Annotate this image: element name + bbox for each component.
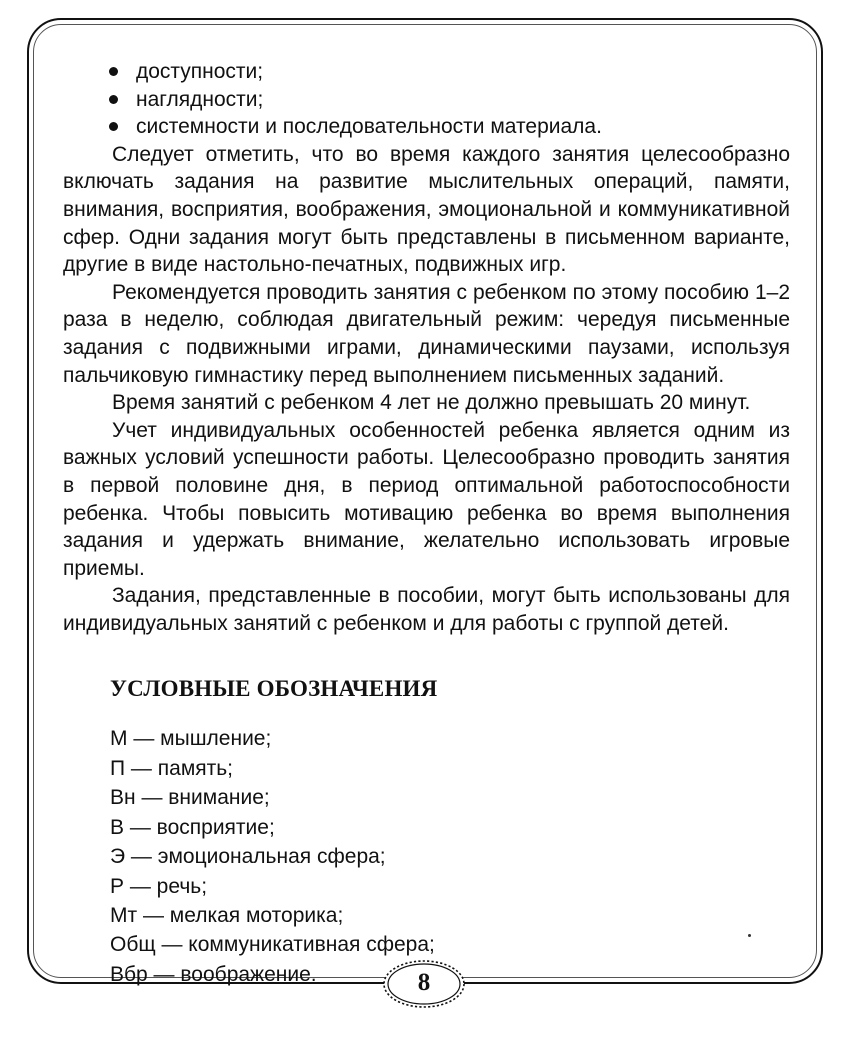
page-number-badge [381,958,467,1010]
list-item [63,86,790,114]
paragraph: Рекомендуется проводить занятия с ребенком по этому пособию 1–2 раза в неделю, соблюдая двигательный режим: чередуя письменные задания с подвижными играми, динамическими паузами, используя пальчиковую гимнастику перед выполнением письменных заданий. [63,280,790,387]
list-item [63,113,790,141]
legend-item: М — мышление; [110,727,272,751]
paragraph: Время занятий с ребенком 4 лет не должно превышать 20 минут. [112,391,751,415]
print-speck [748,934,751,937]
legend-item: Вн — внимание; [110,786,270,810]
legend-item: Мт — мелкая моторика; [110,903,344,927]
legend-item: Вбр — воображение. [110,962,317,986]
legend-item: В — восприятие; [110,815,275,839]
principles-list [63,58,790,141]
bullet-text: системности и последовательности материала. [136,115,602,139]
list-item [63,58,790,86]
bullet-text: доступности; [136,60,264,83]
page-content [63,58,790,989]
legend-item: Р — речь; [110,874,208,898]
bullet-icon [109,95,118,104]
page-number: 8 [417,969,431,996]
paragraph: Учет индивидуальных особенностей ребенка является одним из важных условий успешности работы. Целесообразно проводить занятия в первой половине дня, в период оптимальной работоспособности ребенка. Чтобы повысить мотивацию ребенка во время выполнения задания и удержать внимание, желательно использовать игровые приемы. [63,418,790,580]
legend-title: УСЛОВНЫЕ ОБОЗНАЧЕНИЯ [110,676,438,702]
bullet-icon [109,122,118,131]
legend-item: П — память; [110,756,234,780]
legend-item: Общ — коммуникативная сфера; [110,933,435,957]
legend-item: Э — эмоциональная сфера; [110,845,386,869]
bullet-text: наглядности; [136,87,264,111]
bullet-icon [109,67,118,76]
paragraph: Задания, представленные в пособии, могут быть использованы для индивидуальных занятий с ребенком и для работы с группой детей. [63,584,790,635]
legend-list [63,724,790,989]
paragraph: Следует отметить, что во время каждого занятия целесообразно включать задания на развитие мыслительных операций, памяти, внимания, восприятия, воображения, эмоциональной и коммуникативной сфер. Одни задания могут быть представлены в письменном варианте, другие в виде настольно-печатных, подвижных игр. [63,142,790,277]
